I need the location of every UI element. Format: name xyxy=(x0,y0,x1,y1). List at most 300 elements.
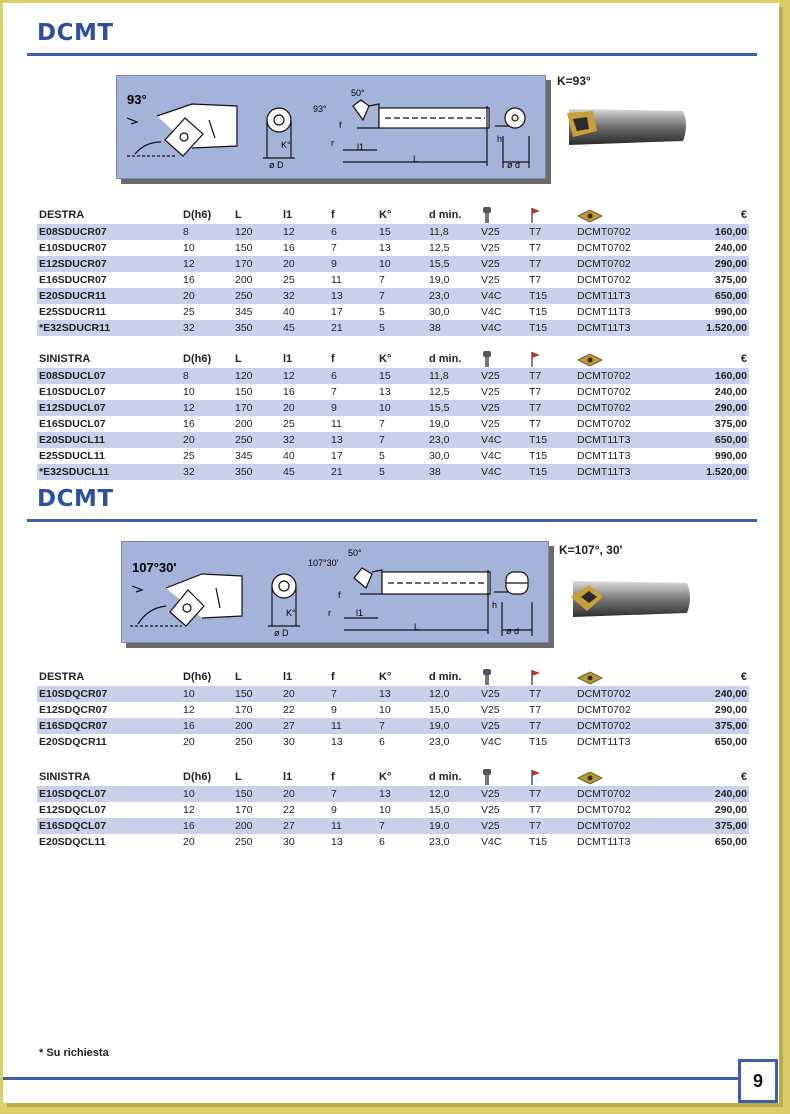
table-cell: 13 xyxy=(379,242,391,254)
table-cell: DCMT11T3 xyxy=(577,306,631,318)
table-cell: T7 xyxy=(527,686,575,702)
kappa-label: K° xyxy=(281,140,291,150)
table-cell: 120 xyxy=(233,368,281,384)
table-cell: 15,0 xyxy=(429,704,450,716)
table-cell: DCMT11T3 xyxy=(575,464,699,480)
table-cell: 23,0 xyxy=(429,836,450,848)
table-cell: 17 xyxy=(331,450,343,462)
table-cell: 10 xyxy=(377,400,427,416)
table-cell: 10 xyxy=(379,804,391,816)
table-cell: V4C xyxy=(479,320,527,336)
table-cell: 20 xyxy=(181,288,233,304)
section-rule xyxy=(27,519,757,522)
header-cell xyxy=(479,763,527,786)
header-cell: K° xyxy=(379,209,392,221)
table-row xyxy=(37,432,749,448)
header-cell: D(h6) xyxy=(183,353,212,365)
table-cell: 12 xyxy=(183,804,195,816)
table-cell: 30 xyxy=(283,736,295,748)
header-cell: K° xyxy=(379,353,392,365)
table-cell: V25 xyxy=(481,242,500,254)
table-cell: 16 xyxy=(283,386,295,398)
table-row xyxy=(37,384,749,400)
price-cell: 650,00 xyxy=(714,836,747,848)
price-cell: 1.520,00 xyxy=(699,320,749,336)
table-cell: 7 xyxy=(329,786,377,802)
table-cell: 16 xyxy=(181,718,233,734)
angle-a-label: 107°30' xyxy=(308,558,339,568)
approach-angle-label: 107°30' xyxy=(132,560,177,575)
table-row xyxy=(37,702,749,718)
insert-icon xyxy=(577,353,603,367)
kappa-label: K° xyxy=(286,608,296,618)
screw-icon xyxy=(481,669,493,685)
catalog-page xyxy=(3,3,779,1103)
price-cell: 160,00 xyxy=(699,368,749,384)
table-cell: 200 xyxy=(235,418,253,430)
table-cell: 20 xyxy=(281,256,329,272)
table-cell: T15 xyxy=(527,320,575,336)
table-cell: 9 xyxy=(331,804,337,816)
header-cell xyxy=(527,663,575,686)
table-cell: DCMT11T3 xyxy=(575,288,699,304)
table-cell: 12 xyxy=(183,704,195,716)
header-cell xyxy=(479,345,527,368)
table-cell: 200 xyxy=(233,718,281,734)
table-cell: 16 xyxy=(181,818,233,834)
table-cell: 12 xyxy=(281,368,329,384)
header-cell: d min. xyxy=(429,771,462,783)
table-cell: T15 xyxy=(527,432,575,448)
f-label: f xyxy=(339,120,342,130)
article-code: E20SDUCL11 xyxy=(37,432,181,448)
table-cell: V25 xyxy=(479,718,527,734)
header-cell: L xyxy=(235,771,242,783)
torx-key-icon xyxy=(529,351,541,367)
table-cell: 7 xyxy=(331,242,337,254)
table-header xyxy=(37,201,749,224)
table-cell: 11 xyxy=(331,274,342,286)
header-cell: d min. xyxy=(429,353,462,365)
header-cell: K° xyxy=(379,771,392,783)
tool-diagram xyxy=(121,541,549,643)
table-cell: DCMT0702 xyxy=(577,804,631,816)
table-cell: 30 xyxy=(283,836,295,848)
table-cell: 13 xyxy=(329,288,377,304)
header-cell: l1 xyxy=(283,353,293,365)
table-cell: 23,0 xyxy=(429,736,450,748)
table-cell: 20 xyxy=(281,400,329,416)
table-cell: V25 xyxy=(481,386,500,398)
price-cell: 375,00 xyxy=(714,274,747,286)
hand-label: DESTRA xyxy=(39,671,85,683)
table-cell: 10 xyxy=(379,704,391,716)
table-row xyxy=(37,272,749,288)
table-cell: 19,0 xyxy=(427,718,479,734)
header-cell xyxy=(575,763,699,786)
table-cell: V25 xyxy=(479,256,527,272)
insert-icon xyxy=(577,771,603,785)
diameter-label: ø D xyxy=(269,160,284,170)
table-cell: DCMT0702 xyxy=(577,386,631,398)
table-cell: 7 xyxy=(379,418,385,430)
table-cell: T15 xyxy=(529,306,548,318)
table-cell: 25 xyxy=(283,418,295,430)
torx-key-icon xyxy=(529,669,541,685)
table-cell: 250 xyxy=(233,432,281,448)
article-code: E10SDUCL07 xyxy=(39,386,106,398)
table-row xyxy=(37,464,749,480)
table-cell: DCMT0702 xyxy=(577,242,631,254)
price-cell: 375,00 xyxy=(699,818,749,834)
table-cell: V25 xyxy=(479,786,527,802)
article-code: E16SDUCR07 xyxy=(39,274,107,286)
table-cell: T7 xyxy=(529,386,542,398)
header-cell xyxy=(479,663,527,686)
insert-icon xyxy=(577,209,603,223)
article-code: E16SDUCL07 xyxy=(39,418,106,430)
table-cell: 12,0 xyxy=(427,786,479,802)
header-cell: D(h6) xyxy=(183,771,212,783)
table-cell: 170 xyxy=(233,256,281,272)
article-code: E08SDUCL07 xyxy=(37,368,181,384)
table-cell: T7 xyxy=(527,224,575,240)
table-cell: 19,0 xyxy=(429,418,450,430)
table-cell: 22 xyxy=(283,704,295,716)
table-cell: DCMT11T3 xyxy=(575,320,699,336)
table-cell: 32 xyxy=(181,320,233,336)
price-cell: 290,00 xyxy=(714,704,747,716)
table-cell: 350 xyxy=(233,464,281,480)
header-cell: K° xyxy=(379,671,392,683)
table-cell: DCMT0702 xyxy=(577,704,631,716)
table-cell: T7 xyxy=(529,242,542,254)
header-cell xyxy=(527,763,575,786)
article-code: E16SDQCR07 xyxy=(37,718,181,734)
table-cell: 19,0 xyxy=(429,274,450,286)
table-cell: 12,0 xyxy=(427,686,479,702)
article-code: E20SDQCL11 xyxy=(39,836,106,848)
header-cell: l1 xyxy=(283,209,293,221)
r-label: r xyxy=(328,608,331,618)
table-cell: 9 xyxy=(329,400,377,416)
header-cell: € xyxy=(740,353,747,365)
table-cell: DCMT0702 xyxy=(577,274,631,286)
r-label: r xyxy=(331,138,334,148)
table-cell: V25 xyxy=(479,400,527,416)
table-cell: 20 xyxy=(183,736,195,748)
table-cell: 11 xyxy=(329,718,377,734)
header-cell: d min. xyxy=(429,671,462,683)
table-cell: 11,8 xyxy=(427,368,479,384)
article-code: E08SDUCR07 xyxy=(37,224,181,240)
price-cell: 290,00 xyxy=(714,804,747,816)
table-cell: 40 xyxy=(283,450,295,462)
table-cell: V4C xyxy=(481,736,502,748)
table-cell: 170 xyxy=(233,400,281,416)
table-cell: 7 xyxy=(377,818,427,834)
table-cell: T15 xyxy=(529,736,548,748)
torx-key-icon xyxy=(529,207,541,223)
table-cell: V4C xyxy=(479,432,527,448)
table-cell: T7 xyxy=(527,718,575,734)
header-cell: € xyxy=(740,771,747,783)
table-row xyxy=(37,240,749,256)
table-cell: 32 xyxy=(281,288,329,304)
table-cell: 45 xyxy=(281,464,329,480)
section-rule xyxy=(27,53,757,56)
header-cell: € xyxy=(740,671,747,683)
insert-icon xyxy=(577,671,603,685)
price-cell: 1.520,00 xyxy=(699,464,749,480)
torx-key-icon xyxy=(529,769,541,785)
table-cell: DCMT11T3 xyxy=(577,836,631,848)
table-cell: 15 xyxy=(377,224,427,240)
table-row xyxy=(37,686,749,702)
table-row xyxy=(37,256,749,272)
table-cell: 23,0 xyxy=(427,288,479,304)
table-cell: T7 xyxy=(527,400,575,416)
table-cell: 200 xyxy=(235,274,253,286)
table-cell: 9 xyxy=(329,256,377,272)
article-code: E12SDQCL07 xyxy=(39,804,107,816)
price-cell: 990,00 xyxy=(714,306,747,318)
table-cell: 11 xyxy=(331,418,342,430)
table-cell: V25 xyxy=(479,224,527,240)
table-cell: DCMT11T3 xyxy=(577,450,631,462)
dmin-label: ø d xyxy=(507,160,521,170)
table-row xyxy=(37,416,749,432)
table-cell: 20 xyxy=(183,836,195,848)
tool-photo xyxy=(567,573,693,621)
table-cell: T7 xyxy=(529,804,542,816)
table-cell: 13 xyxy=(379,386,391,398)
table-cell: 6 xyxy=(329,368,377,384)
table-cell: T7 xyxy=(529,704,542,716)
table-cell: 16 xyxy=(183,418,195,430)
table-cell: DCMT0702 xyxy=(575,224,699,240)
section-title: DCMT xyxy=(37,20,114,46)
article-code: E20SDQCR11 xyxy=(39,736,107,748)
diameter-label: ø D xyxy=(274,628,289,638)
table-cell: 170 xyxy=(235,704,253,716)
table-cell: 32 xyxy=(281,432,329,448)
article-code: E20SDUCR11 xyxy=(37,288,181,304)
k-angle-label: K=93° xyxy=(557,74,591,88)
table-cell: 6 xyxy=(379,836,385,848)
table-cell: 20 xyxy=(181,432,233,448)
table-cell: 5 xyxy=(379,450,385,462)
table-cell: 250 xyxy=(235,736,253,748)
table-cell: 11 xyxy=(329,818,377,834)
tool-photo xyxy=(563,101,689,149)
table-cell: 8 xyxy=(181,368,233,384)
table-cell: 250 xyxy=(235,836,253,848)
table-header xyxy=(37,345,749,368)
table-cell: 32 xyxy=(181,464,233,480)
hand-label: DESTRA xyxy=(39,209,85,221)
page-number: 9 xyxy=(738,1059,778,1103)
table-cell: V25 xyxy=(481,704,500,716)
table-cell: 345 xyxy=(235,306,253,318)
table-header xyxy=(37,763,749,786)
table-cell: 200 xyxy=(233,818,281,834)
price-cell: 290,00 xyxy=(699,400,749,416)
table-cell: DCMT0702 xyxy=(577,418,631,430)
tool-diagram xyxy=(116,75,546,179)
table-row xyxy=(37,802,749,818)
table-body xyxy=(37,786,749,850)
table-cell: 12 xyxy=(181,256,233,272)
header-cell: f xyxy=(331,771,335,783)
table-cell: 10 xyxy=(181,686,233,702)
table-row xyxy=(37,834,749,850)
table-cell: DCMT0702 xyxy=(575,368,699,384)
hand-label: SINISTRA xyxy=(39,353,91,365)
table-row xyxy=(37,734,749,750)
h-label: h xyxy=(497,134,503,144)
header-cell: D(h6) xyxy=(183,671,212,683)
article-code: *E32SDUCR11 xyxy=(37,320,181,336)
table-row xyxy=(37,320,749,336)
table-cell: V25 xyxy=(479,818,527,834)
table-cell: 8 xyxy=(181,224,233,240)
table-row xyxy=(37,718,749,734)
header-cell: € xyxy=(740,209,747,221)
article-code: E10SDQCR07 xyxy=(37,686,181,702)
header-cell xyxy=(575,201,699,224)
price-cell: 375,00 xyxy=(699,718,749,734)
table-cell: DCMT11T3 xyxy=(575,432,699,448)
table-cell: V4C xyxy=(481,450,502,462)
table-cell: 27 xyxy=(281,818,329,834)
article-code: E12SDQCR07 xyxy=(39,704,108,716)
table-cell: V4C xyxy=(481,306,502,318)
table-cell: 21 xyxy=(329,320,377,336)
k-angle-label: K=107°, 30' xyxy=(559,543,623,557)
table-row xyxy=(37,288,749,304)
h-label: h xyxy=(492,600,498,610)
price-cell: 375,00 xyxy=(714,418,747,430)
table-cell: V25 xyxy=(481,274,500,286)
table-cell: 45 xyxy=(281,320,329,336)
table-cell: 30,0 xyxy=(429,450,450,462)
footnote: * Su richiesta xyxy=(39,1047,109,1059)
section-title: DCMT xyxy=(37,486,114,512)
table-cell: 7 xyxy=(329,686,377,702)
table-cell: 17 xyxy=(331,306,343,318)
table-cell: 22 xyxy=(283,804,295,816)
article-code: E12SDUCR07 xyxy=(37,256,181,272)
table-cell: 21 xyxy=(329,464,377,480)
table-cell: 5 xyxy=(377,464,427,480)
spec-table-right xyxy=(37,201,749,336)
l1-label: l1 xyxy=(356,608,364,618)
table-cell: 5 xyxy=(377,320,427,336)
table-cell: V25 xyxy=(481,418,500,430)
table-row xyxy=(37,400,749,416)
table-cell: T15 xyxy=(529,450,548,462)
l1-label: l1 xyxy=(357,142,365,152)
price-cell: 240,00 xyxy=(699,686,749,702)
table-cell: T7 xyxy=(527,818,575,834)
table-cell: 20 xyxy=(281,786,329,802)
price-cell: 240,00 xyxy=(714,386,747,398)
table-cell: 15,5 xyxy=(427,400,479,416)
table-row xyxy=(37,818,749,834)
footer-rule xyxy=(3,1077,739,1080)
angle-b-label: 50° xyxy=(351,88,365,98)
spec-table-right xyxy=(37,663,749,750)
table-cell: 12 xyxy=(281,224,329,240)
table-cell: 120 xyxy=(233,224,281,240)
approach-angle-label: 93° xyxy=(127,92,147,107)
table-cell: DCMT0702 xyxy=(575,818,699,834)
table-body xyxy=(37,686,749,750)
angle-a-label: 93° xyxy=(313,104,327,114)
table-cell: 10 xyxy=(181,786,233,802)
angle-b-label: 50° xyxy=(348,548,362,558)
table-cell: 12,5 xyxy=(429,242,450,254)
table-cell: 150 xyxy=(235,242,253,254)
table-header xyxy=(37,663,749,686)
table-cell: 40 xyxy=(283,306,295,318)
table-cell: 10 xyxy=(183,242,195,254)
article-code: E16SDQCL07 xyxy=(37,818,181,834)
table-cell: DCMT0702 xyxy=(575,686,699,702)
table-cell: 11,8 xyxy=(427,224,479,240)
table-cell: 12 xyxy=(181,400,233,416)
article-code: E12SDUCL07 xyxy=(37,400,181,416)
L-label: L xyxy=(414,622,420,632)
dmin-label: ø d xyxy=(506,626,520,636)
table-row xyxy=(37,304,749,320)
header-cell: l1 xyxy=(283,771,293,783)
table-cell: DCMT0702 xyxy=(575,400,699,416)
table-cell: 170 xyxy=(235,804,253,816)
price-cell: 160,00 xyxy=(699,224,749,240)
table-cell: 150 xyxy=(235,386,253,398)
table-cell: 19,0 xyxy=(427,818,479,834)
hand-label: SINISTRA xyxy=(39,771,91,783)
table-cell: 13 xyxy=(377,786,427,802)
table-cell: 7 xyxy=(377,288,427,304)
table-cell: T15 xyxy=(527,288,575,304)
table-cell: DCMT0702 xyxy=(575,256,699,272)
f-label: f xyxy=(338,590,341,600)
header-cell xyxy=(575,345,699,368)
article-code: E25SDUCR11 xyxy=(39,306,107,318)
table-cell: 6 xyxy=(379,736,385,748)
table-cell: 38 xyxy=(427,464,479,480)
header-cell xyxy=(527,345,575,368)
screw-icon xyxy=(481,351,493,367)
article-code: E10SDQCL07 xyxy=(37,786,181,802)
table-cell: T15 xyxy=(527,464,575,480)
table-cell: 25 xyxy=(183,450,195,462)
table-cell: 13 xyxy=(331,736,343,748)
table-cell: 7 xyxy=(377,718,427,734)
table-cell: V4C xyxy=(479,288,527,304)
article-code: *E32SDUCL11 xyxy=(37,464,181,480)
table-cell: 23,0 xyxy=(427,432,479,448)
spec-table-left xyxy=(37,345,749,480)
screw-icon xyxy=(481,207,493,223)
table-cell: 10 xyxy=(183,386,195,398)
table-cell: 13 xyxy=(331,836,343,848)
table-cell: 350 xyxy=(233,320,281,336)
table-cell: 10 xyxy=(377,256,427,272)
